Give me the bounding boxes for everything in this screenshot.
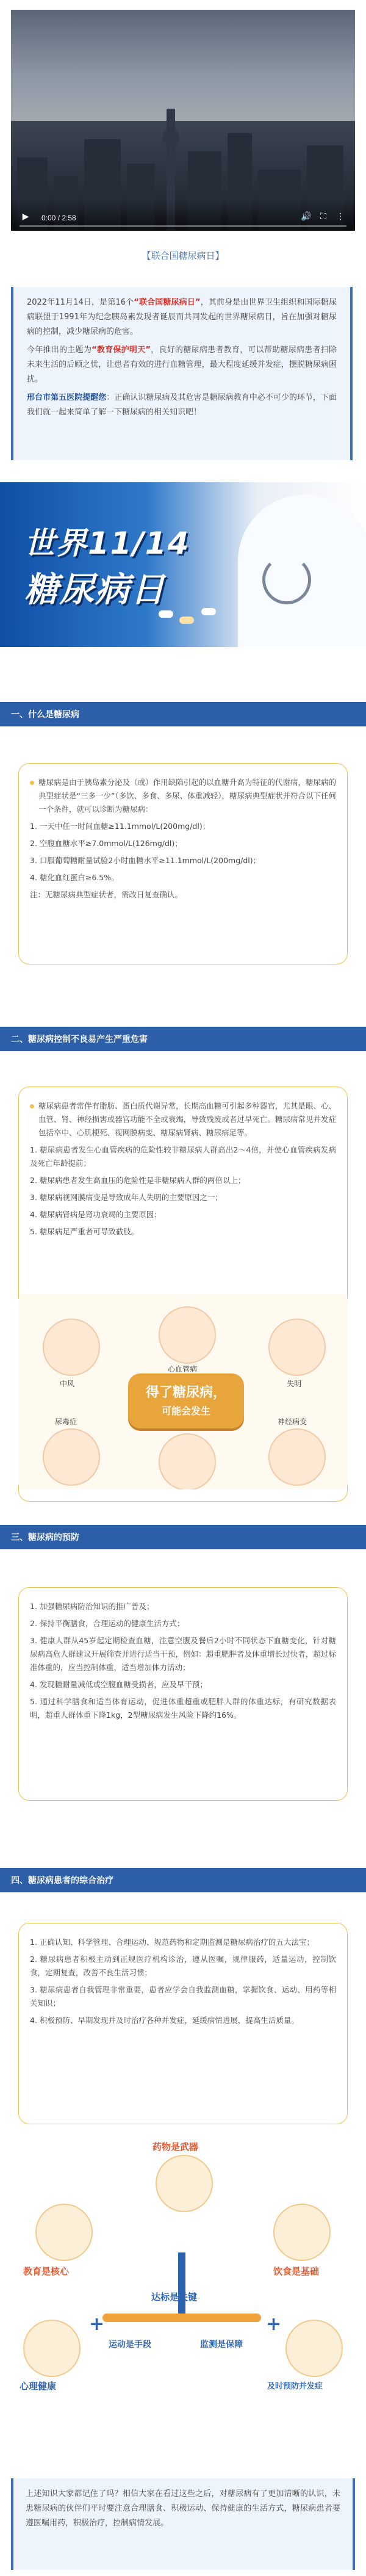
section-2-item: 5. 糖尿病足严重者可导致截肢。 (30, 1227, 139, 1236)
therapy-label-right-bottom: 及时预防并发症 (267, 2382, 323, 2391)
section-2-title: 二、糖尿病控制不良易产生严重危害 (11, 1035, 148, 1044)
complication-label: 中风 (60, 1380, 75, 1388)
closing-paragraph: 上述知识大家都记住了吗？相信大家在看过这些之后，对糖尿病有了更加清晰的认识，未患糖尿病的伙伴们平时要注意合理膳食、积极运动、保持健康的生活方式，糖尿病患者要遵医嘱用药，积极治疗，控制病情发展。 (26, 2489, 340, 2528)
section-3-item: 2. 保持平衡膳食，合理运动的健康生活方式； (30, 1619, 185, 1628)
therapy-scale-bar (102, 2314, 261, 2322)
section-1-title: 一、什么是糖尿病 (11, 710, 79, 720)
therapy-label-bottom-right: 监测是保障 (200, 2340, 243, 2350)
section-1-note: 注：无糖尿病典型症状者，需改日复查确认。 (30, 890, 183, 899)
more-options-icon[interactable]: ⋮ (336, 212, 345, 222)
complication-label: 心血管病 (168, 1365, 198, 1373)
section-2-item: 3. 糖尿病视网膜病变是导致成年人失明的主要原因之一； (30, 1193, 223, 1202)
therapy-scale-stem (178, 2252, 185, 2320)
caption-text: 联合国糖尿病日 (151, 250, 215, 261)
section-3-item: 3. 健康人群从45岁起定期检查血糖，注意空腹及餐后2小时不同状态下血糖变化，针对糖尿病高危人群建议开展筛查并进行适当干预，例如：超重肥胖者及体重增长过快者，超过标准体重的，应当控制体重，适当增加体力活动； (30, 1636, 336, 1672)
section-2-item: 1. 糖尿病患者发生心血管疾病的危险性较非糖尿病人群高出2～4倍，并使心血管疾病发病及死亡年龄提前； (30, 1145, 336, 1168)
section-2-intro: 糖尿病患者常伴有脂肪、蛋白质代谢异常，长期高血糖可引起多种器官，尤其是眼、心、血管、肾、神经损害或器官功能不全或衰竭，导致残废或者过早死亡。糖尿病常见并发症包括卒中、心肌梗死、视网膜病变、糖尿病肾病、糖尿病足等。 (30, 1099, 336, 1140)
section-3-item: 4. 发现糖耐量减低或空腹血糖受损者，应及早干预； (30, 1680, 207, 1689)
intro-paragraph-2: 今年推出的主题为“教育保护明天”，良好的糖尿病患者教育，可以帮助糖尿病患者扫除未来生活的后顾之忧，让患者有效的进行血糖管理，最大程度延缓并发症，摆脱糖尿病困扰。 (27, 346, 337, 384)
therapy-label-center: 达标是关键 (151, 2292, 198, 2303)
section-3-box (18, 1587, 348, 1801)
video-caption: 【联合国糖尿病日】 (142, 250, 224, 261)
section-1-item: 1. 一天中任一时间血糖≥11.1mmol/L(200mg/dl)； (30, 822, 210, 831)
video-sky (11, 10, 355, 132)
complication-label: 尿毒症 (55, 1417, 77, 1426)
complication-label: 神经病变 (278, 1417, 307, 1426)
section-4-item: 3. 糖尿病患者自我管理非常重要，患者应学会自我监测血糖，掌握饮食、运动、用药等相关知识； (30, 1985, 336, 2008)
section-3-title: 三、糖尿病的预防 (11, 1533, 79, 1543)
section-1-box (18, 763, 348, 964)
video-controls (11, 199, 355, 231)
section-2-item: 4. 糖尿病肾病是肾功衰竭的主要原因； (30, 1210, 162, 1219)
section-3-item: 1. 加强糖尿病防治知识的推广普及； (30, 1602, 154, 1611)
world-diabetes-day-banner (0, 482, 366, 647)
volume-icon[interactable]: 🔊 (301, 212, 312, 222)
play-icon[interactable]: ▶ (22, 212, 29, 222)
complications-illustration (18, 1294, 348, 1489)
therapy-label-left-top: 教育是核心 (23, 2266, 70, 2277)
therapy-label-left-bottom: 心理健康 (20, 2381, 57, 2392)
closing-box (11, 2478, 355, 2570)
section-3-header (0, 1525, 366, 1549)
intro-paragraph-3: 邢台市第五医院提醒您：正确认识糖尿病及其危害是糖尿病教育中必不可少的环节，下面我们就一起来简单了解一下糖尿病的相关知识吧！ (27, 393, 337, 417)
intro-box (11, 287, 353, 460)
section-2-item: 2. 糖尿病患者发生高血压的危险性是非糖尿病人群的两倍以上； (30, 1176, 246, 1185)
pills-illustration (159, 604, 232, 629)
plus-icon: + (266, 2314, 282, 2335)
section-1-item: 3. 口服葡萄糖耐量试验2小时血糖水平≥11.1mmol/L(200mg/dl)； (30, 856, 261, 865)
section-4-item: 2. 糖尿病患者积极主动到正规医疗机构诊治，遵从医嘱，规律服药，适量运动，控制饮食，定期复查，改善不良生活习惯； (30, 1955, 336, 1977)
section-4-item: 1. 正确认知、科学管理、合理运动、规范药物和定期监测是糖尿病治疗的五大法宝； (30, 1937, 314, 1947)
therapy-label-bottom-left: 运动是手段 (109, 2340, 151, 2350)
section-1-header (0, 702, 366, 726)
plus-icon: + (89, 2314, 105, 2335)
complication-label: 失明 (287, 1380, 302, 1388)
section-4-title: 四、糖尿病患者的综合治疗 (11, 1876, 113, 1886)
banner-title-line1: 世界11/14 (24, 526, 190, 561)
therapy-label-right-top: 饮食是基础 (273, 2266, 320, 2277)
section-3-item: 5. 通过科学膳食和适当体育运动，促进体重超重或肥胖人群的体重达标，有研究数据表明，超重人群体重下降1kg，2型糖尿病发生风险下降约16%。 (30, 1697, 336, 1720)
section-2-header (0, 1027, 366, 1051)
therapy-illustration (11, 2136, 355, 2399)
banner-title-line2: 糖尿病日 (24, 570, 166, 610)
section-4-header (0, 1868, 366, 1892)
video-time: 0:00 / 2:58 (41, 214, 76, 222)
therapy-label-top: 药物是武器 (152, 2141, 199, 2152)
fullscreen-icon[interactable]: ⛶ (320, 212, 326, 222)
section-1-intro: 糖尿病是由于胰岛素分泌及（或）作用缺陷引起的以血糖升高为特征的代谢病，糖尿病的典型症状是“三多一少”（多饮、多食、多尿、体重减轻），糖尿病典型症状并符合以下任何一个条件，就可以诊断为糖尿病： (30, 776, 336, 816)
stethoscope-icon (262, 555, 311, 604)
section-4-box (18, 1923, 348, 2124)
video-player[interactable] (11, 10, 355, 231)
intro-paragraph-1: 2022年11月14日，是第16个“联合国糖尿病日”，其前身是由世界卫生组织和国际糖尿病联盟于1991年为纪念胰岛素发现者诞辰而共同发起的世界糖尿病日，旨在加强对糖尿病的控制，减少糖尿病的危害。 (27, 298, 337, 336)
complications-center-badge: 得了糖尿病， 可能会发生 (128, 1373, 244, 1428)
section-4-item: 4. 积极预防、早期发现并及时治疗各种并发症，延缓病情进展，提高生活质量。 (30, 2016, 299, 2025)
section-1-item: 4. 糖化血红蛋白≥6.5%。 (30, 873, 119, 882)
video-progress-bar[interactable] (20, 225, 346, 227)
section-1-item: 2. 空腹血糖水平≥7.0mmol/L(126mg/dl)； (30, 839, 182, 848)
